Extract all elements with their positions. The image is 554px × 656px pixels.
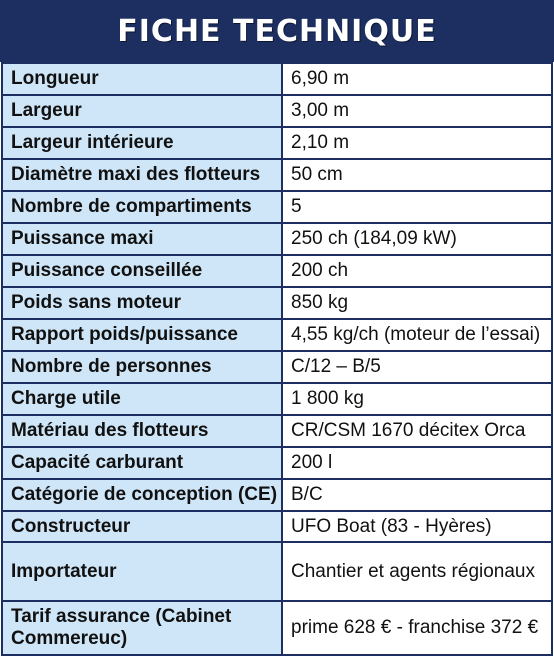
- table-row: [2, 63, 552, 95]
- row-label-puissance-maxi: Puissance maxi: [2, 223, 282, 255]
- spec-table: [1, 62, 553, 656]
- row-value-longueur: 6,90 m: [282, 63, 552, 95]
- table-row: [2, 191, 552, 223]
- row-value-importateur: Chantier et agents régionaux: [282, 542, 552, 601]
- row-label-tarif-assurance: Tarif assurance (Cabinet Commereuc): [2, 601, 282, 655]
- row-label-categorie: Catégorie de conception (CE): [2, 479, 282, 511]
- row-value-tarif-assurance: prime 628 € - franchise 372 €: [282, 601, 552, 655]
- row-label-materiau: Matériau des flotteurs: [2, 415, 282, 447]
- table-row: [2, 601, 552, 655]
- row-value-largeur: 3,00 m: [282, 95, 552, 127]
- row-label-constructeur: Constructeur: [2, 511, 282, 542]
- row-value-materiau: CR/CSM 1670 décitex Orca: [282, 415, 552, 447]
- row-label-rapport: Rapport poids/puissance: [2, 319, 282, 351]
- row-label-carburant: Capacité carburant: [2, 447, 282, 479]
- row-value-rapport: 4,55 kg/ch (moteur de l’essai): [282, 319, 552, 351]
- row-label-largeur-interieure: Largeur intérieure: [2, 127, 282, 159]
- row-value-charge: 1 800 kg: [282, 383, 552, 415]
- table-row: [2, 95, 552, 127]
- table-row: [2, 351, 552, 383]
- table-row: [2, 287, 552, 319]
- row-label-charge: Charge utile: [2, 383, 282, 415]
- header-banner: [0, 0, 554, 62]
- row-label-importateur: Importateur: [2, 542, 282, 601]
- row-label-largeur: Largeur: [2, 95, 282, 127]
- row-label-personnes: Nombre de personnes: [2, 351, 282, 383]
- table-row: [2, 319, 552, 351]
- row-label-compartiments: Nombre de compartiments: [2, 191, 282, 223]
- table-row: [2, 415, 552, 447]
- row-value-constructeur: UFO Boat (83 - Hyères): [282, 511, 552, 542]
- page-title: FICHE TECHNIQUE: [117, 13, 437, 49]
- row-value-diametre: 50 cm: [282, 159, 552, 191]
- row-value-personnes: C/12 – B/5: [282, 351, 552, 383]
- table-row: [2, 255, 552, 287]
- table-row: [2, 511, 552, 542]
- table-row: [2, 447, 552, 479]
- row-value-largeur-interieure: 2,10 m: [282, 127, 552, 159]
- row-value-compartiments: 5: [282, 191, 552, 223]
- row-value-puissance-maxi: 250 ch (184,09 kW): [282, 223, 552, 255]
- table-row: [2, 127, 552, 159]
- row-value-categorie: B/C: [282, 479, 552, 511]
- table-row: [2, 479, 552, 511]
- row-label-puissance-conseillee: Puissance conseillée: [2, 255, 282, 287]
- table-row: [2, 159, 552, 191]
- table-row: [2, 223, 552, 255]
- table-row: [2, 383, 552, 415]
- row-value-poids: 850 kg: [282, 287, 552, 319]
- row-label-longueur: Longueur: [2, 63, 282, 95]
- row-value-puissance-conseillee: 200 ch: [282, 255, 552, 287]
- row-value-carburant: 200 l: [282, 447, 552, 479]
- row-label-diametre: Diamètre maxi des flotteurs: [2, 159, 282, 191]
- table-row: [2, 542, 552, 601]
- row-label-poids: Poids sans moteur: [2, 287, 282, 319]
